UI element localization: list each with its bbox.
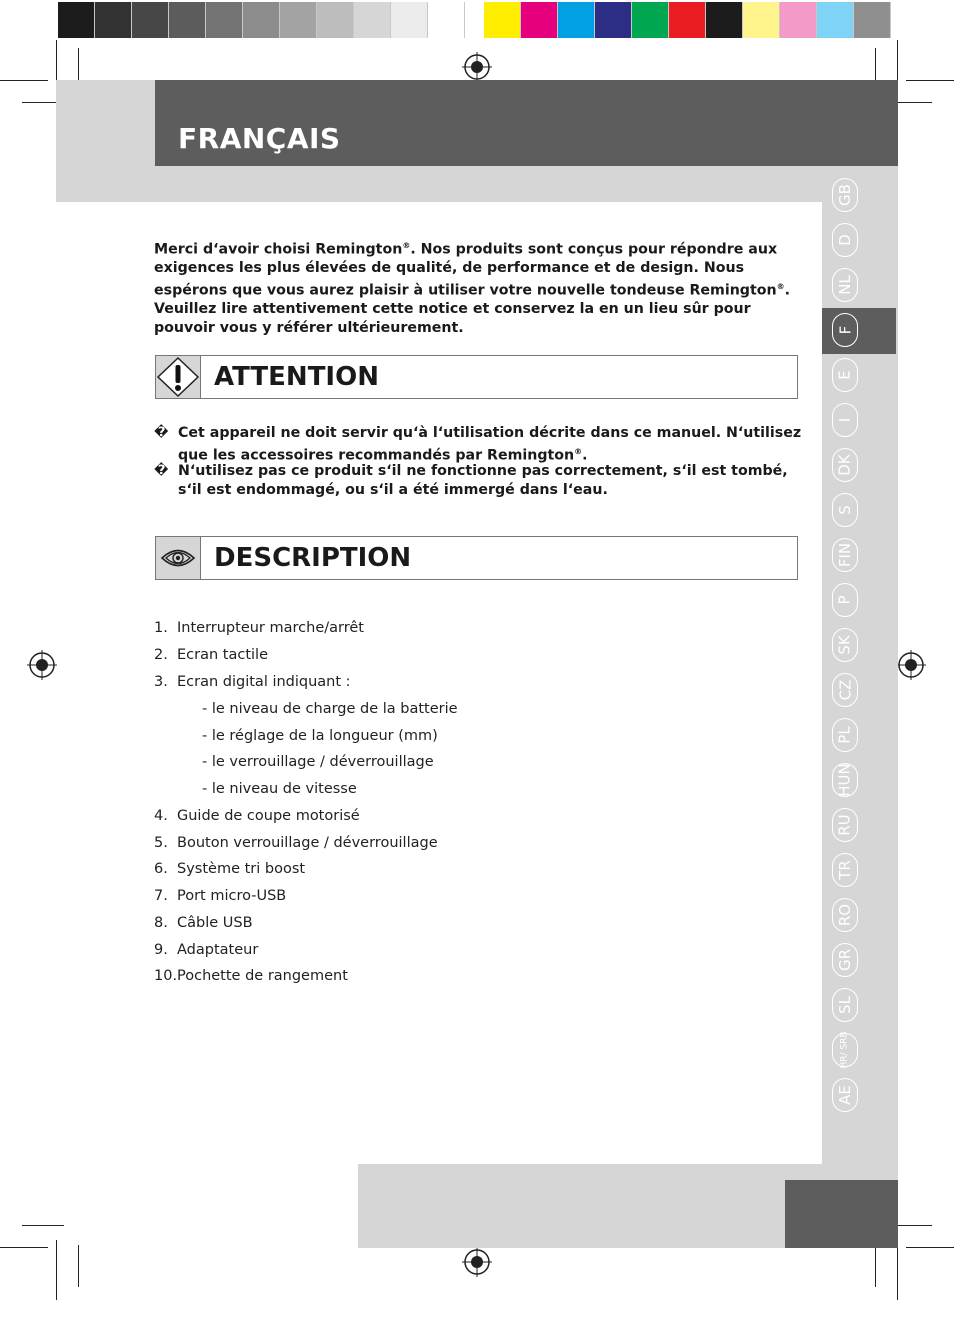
color-swatch <box>669 2 706 38</box>
bullet-icon: � <box>154 425 169 440</box>
list-item-text: Système tri boost <box>177 861 306 877</box>
language-tab-label: GR <box>835 948 854 972</box>
color-swatch <box>58 2 95 38</box>
color-calibration-bar <box>484 2 891 38</box>
language-tab-label: GB <box>835 184 854 206</box>
list-item-number: 5. <box>154 835 168 851</box>
language-tab-ro[interactable] <box>832 898 858 932</box>
language-tab-p[interactable] <box>832 583 858 617</box>
language-tab-hun[interactable] <box>832 763 858 797</box>
warning-icon <box>156 356 201 398</box>
crop-mark <box>22 1225 64 1226</box>
color-swatch <box>132 2 169 38</box>
crop-mark <box>906 1247 954 1248</box>
color-swatch <box>817 2 854 38</box>
language-tab-ae[interactable] <box>832 1078 858 1112</box>
language-tab-s[interactable] <box>832 493 858 527</box>
language-tab-cz[interactable] <box>832 673 858 707</box>
language-tab-e[interactable] <box>832 358 858 392</box>
description-title: DESCRIPTION <box>214 543 412 573</box>
color-swatch <box>354 2 391 38</box>
list-sub-item: - le niveau de charge de la batterie <box>202 701 458 717</box>
crop-mark <box>875 1245 876 1287</box>
crop-mark <box>56 1240 57 1300</box>
list-item-text: Câble USB <box>177 915 253 931</box>
language-tab-label: PL <box>836 726 854 744</box>
color-swatch <box>595 2 632 38</box>
language-tab-tr[interactable] <box>832 853 858 887</box>
color-swatch <box>243 2 280 38</box>
list-sub-item: - le réglage de la longueur (mm) <box>202 728 438 744</box>
language-tab-d[interactable] <box>832 223 858 257</box>
color-swatch <box>206 2 243 38</box>
language-tab-dk[interactable] <box>832 448 858 482</box>
list-item-number: 4. <box>154 808 168 824</box>
color-swatch <box>95 2 132 38</box>
intro-paragraph: Veuillez lire attentivement cette notice et conservez la en un lieu sûr pour pouvoir vous y référer ultérieurement. <box>154 301 751 336</box>
list-item <box>154 888 286 904</box>
list-item <box>154 647 268 663</box>
language-tab-i[interactable] <box>832 403 858 437</box>
language-tab-label: F <box>835 325 854 335</box>
list-item-number: 2. <box>154 647 168 663</box>
language-tab-label: RU <box>836 814 854 836</box>
language-tab-label: S <box>836 505 854 515</box>
registration-mark-icon <box>462 1247 492 1277</box>
grayscale-calibration-bar <box>58 2 465 38</box>
language-tab-hrsrb[interactable] <box>832 1033 858 1067</box>
color-swatch <box>280 2 317 38</box>
color-swatch <box>632 2 669 38</box>
list-item-text: Bouton verrouillage / déverrouillage <box>177 835 438 851</box>
list-item <box>154 835 438 851</box>
list-item <box>154 861 305 877</box>
registration-mark-icon <box>27 650 57 680</box>
list-item-number: 10. <box>154 968 178 984</box>
list-item <box>154 620 364 636</box>
attention-title: ATTENTION <box>214 362 379 392</box>
language-tab-label: P <box>835 595 854 605</box>
crop-mark <box>897 1240 898 1300</box>
list-item-number: 8. <box>154 915 168 931</box>
eye-icon <box>156 537 201 579</box>
color-swatch <box>854 2 891 38</box>
list-item-text: Adaptateur <box>177 942 259 958</box>
language-tab-label: TR <box>836 860 854 880</box>
list-item <box>154 968 348 984</box>
language-tab-label: D <box>836 234 854 246</box>
crop-mark <box>906 80 954 81</box>
color-swatch <box>169 2 206 38</box>
language-tab-sk[interactable] <box>832 628 858 662</box>
registration-mark-icon <box>462 52 492 82</box>
list-item-number: 9. <box>154 942 168 958</box>
description-header <box>155 536 798 580</box>
page-title: FRANÇAIS <box>178 122 341 155</box>
language-tab-label: SL <box>835 996 854 1014</box>
list-item <box>154 915 253 931</box>
language-tab-label: SK <box>835 635 854 655</box>
intro-paragraph: Merci d‘avoir choisi Remington®. Nos produits sont conçus pour répondre aux exigences les plus élevées de qualité, de performance et de design. Nous espérons que vous aurez plaisir à utiliser votre nouvelle tondeuse Remington®. <box>154 241 790 299</box>
color-swatch <box>521 2 558 38</box>
language-tab-label: DK <box>835 454 854 476</box>
language-tab-fin[interactable] <box>832 538 858 572</box>
crop-mark <box>0 80 48 81</box>
list-item-text: Guide de coupe motorisé <box>177 808 360 824</box>
list-item-number: 6. <box>154 861 168 877</box>
color-swatch <box>558 2 595 38</box>
list-item-text: Ecran digital indiquant : <box>177 674 351 690</box>
color-swatch <box>706 2 743 38</box>
color-swatch <box>428 2 465 38</box>
language-tab-sl[interactable] <box>832 988 858 1022</box>
language-tab-label: HR/ SRB <box>840 1031 850 1069</box>
list-item-text: Port micro-USB <box>177 888 287 904</box>
list-item-number: 7. <box>154 888 168 904</box>
language-tab-f[interactable] <box>832 313 858 347</box>
language-tab-label: RO <box>835 903 854 927</box>
language-tab-label: NL <box>835 275 854 295</box>
language-tab-gr[interactable] <box>832 943 858 977</box>
language-tab-pl[interactable] <box>832 718 858 752</box>
list-item <box>154 942 258 958</box>
color-swatch <box>780 2 817 38</box>
color-swatch <box>484 2 521 38</box>
crop-mark <box>78 1245 79 1287</box>
list-sub-item: - le verrouillage / déverrouillage <box>202 754 434 770</box>
list-sub-item: - le niveau de vitesse <box>202 781 357 797</box>
language-tab-label: AE <box>836 1085 854 1105</box>
page-number-box <box>785 1180 898 1248</box>
bullet-icon: � <box>154 463 169 478</box>
attention-header <box>155 355 798 399</box>
language-tab-label: HUN <box>836 763 855 797</box>
color-swatch <box>391 2 428 38</box>
list-item-text: Ecran tactile <box>177 647 268 663</box>
registration-mark-icon <box>896 650 926 680</box>
list-item-text: Pochette de rangement <box>177 968 348 984</box>
language-tab-label: FIN <box>836 542 854 568</box>
language-tab-label: CZ <box>836 679 854 701</box>
language-tab-gb[interactable] <box>832 178 858 212</box>
list-item-text: Interrupteur marche/arrêt <box>177 620 364 636</box>
language-tab-label: I <box>836 417 854 423</box>
color-swatch <box>743 2 780 38</box>
language-tab-ru[interactable] <box>832 808 858 842</box>
intro-text <box>154 237 794 337</box>
color-swatch <box>317 2 354 38</box>
list-item <box>154 674 351 690</box>
list-item-number: 3. <box>154 674 168 690</box>
crop-mark <box>0 1247 48 1248</box>
language-tab-label: E <box>835 370 854 380</box>
language-tab-nl[interactable] <box>832 268 858 302</box>
list-item <box>154 808 360 824</box>
list-item-number: 1. <box>154 620 168 636</box>
